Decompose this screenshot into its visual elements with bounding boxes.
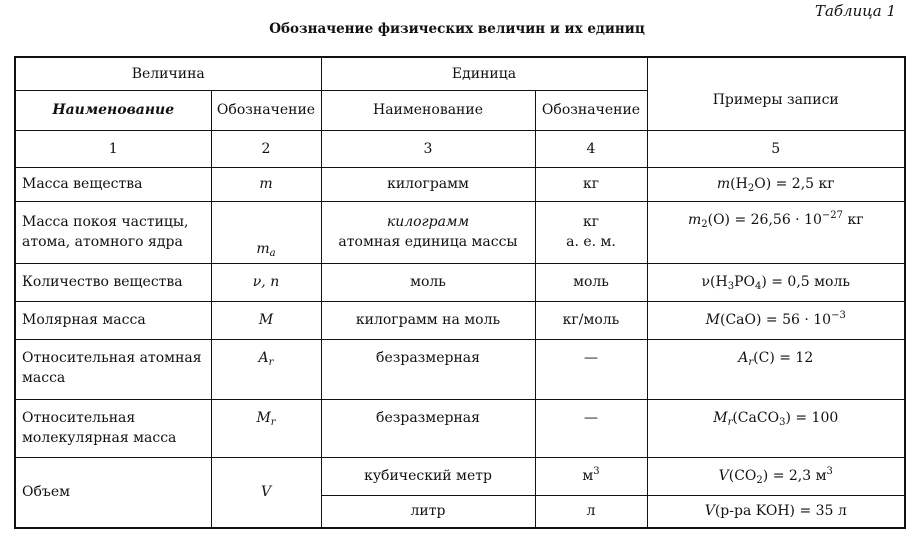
unit-symbol: кг [535, 167, 647, 201]
table-row [15, 457, 905, 495]
quantity-symbol: m [211, 167, 321, 201]
table-title: Обозначение физических величин и их единиц [269, 21, 645, 37]
unit-name: литр [321, 495, 535, 528]
example: $m_2(O) = 26,56 \cdot 10^{-27}$ кг [647, 201, 905, 263]
unit-name: килограмм [321, 167, 535, 201]
example: $M_r(CaCO_3) = 100$ [647, 399, 905, 457]
table-row [15, 263, 905, 301]
col-quantity-symbol: Обозначение [211, 90, 321, 130]
quantity-symbol: M [211, 301, 321, 339]
quantity-symbol: $m_a$ [211, 201, 321, 263]
table-label: Таблица 1 [814, 2, 896, 20]
col-number-2: 2 [211, 130, 321, 167]
col-number-4: 4 [535, 130, 647, 167]
column-numbers-row [15, 130, 905, 167]
example: $\nu(H_3PO_4) = 0,5$ моль [647, 263, 905, 301]
col-number-5: 5 [647, 130, 905, 167]
examples-header: Примеры записи [647, 57, 905, 130]
quantity-name: Масса покоя частицы, атома, атомного ядра [15, 201, 211, 263]
unit-name: моль [321, 263, 535, 301]
unit-name: килограмм на моль [321, 301, 535, 339]
quantity-name: Количество вещества [15, 263, 211, 301]
col-number-1: 1 [15, 130, 211, 167]
unit-symbol: кг а. е. м. [535, 201, 647, 263]
table-row [15, 339, 905, 399]
quantity-group-header: Величина [15, 57, 321, 90]
units-table [14, 56, 906, 529]
quantity-symbol: ν, n [211, 263, 321, 301]
unit-name: кубический метр [321, 457, 535, 495]
col-quantity-name: Наименование [15, 90, 211, 130]
header-group-row [15, 57, 905, 90]
unit-symbol: л [535, 495, 647, 528]
table-row [15, 399, 905, 457]
quantity-name: Относительная молекулярная масса [15, 399, 211, 457]
unit-symbol: моль [535, 263, 647, 301]
example: $V(CO_2) = 2,3$ $м^3$ [647, 457, 905, 495]
quantity-name: Масса вещества [15, 167, 211, 201]
unit-name: безразмерная [321, 339, 535, 399]
example: V(р-ра KOH) = 35 л [647, 495, 905, 528]
quantity-symbol: $A_r$ [211, 339, 321, 399]
quantity-symbol: V [211, 457, 321, 528]
col-number-3: 3 [321, 130, 535, 167]
col-unit-name: Наименование [321, 90, 535, 130]
unit-group-header: Единица [321, 57, 647, 90]
unit-name: безразмерная [321, 399, 535, 457]
unit-symbol: $м^3$ [535, 457, 647, 495]
quantity-name: Молярная масса [15, 301, 211, 339]
unit-symbol: — [535, 339, 647, 399]
table-row [15, 301, 905, 339]
unit-symbol: — [535, 399, 647, 457]
col-unit-symbol: Обозначение [535, 90, 647, 130]
quantity-name: Относительная атомная масса [15, 339, 211, 399]
unit-symbol: кг/моль [535, 301, 647, 339]
unit-name: килограмм атомная единица массы [321, 201, 535, 263]
quantity-symbol: $M_r$ [211, 399, 321, 457]
example: $A_r(C) = 12$ [647, 339, 905, 399]
table-row [15, 167, 905, 201]
example: $m(H_2O) = 2,5$ кг [647, 167, 905, 201]
quantity-name: Объем [15, 457, 211, 528]
table-row [15, 201, 905, 263]
example: $M(CaO) = 56 \cdot 10^{-3}$ [647, 301, 905, 339]
